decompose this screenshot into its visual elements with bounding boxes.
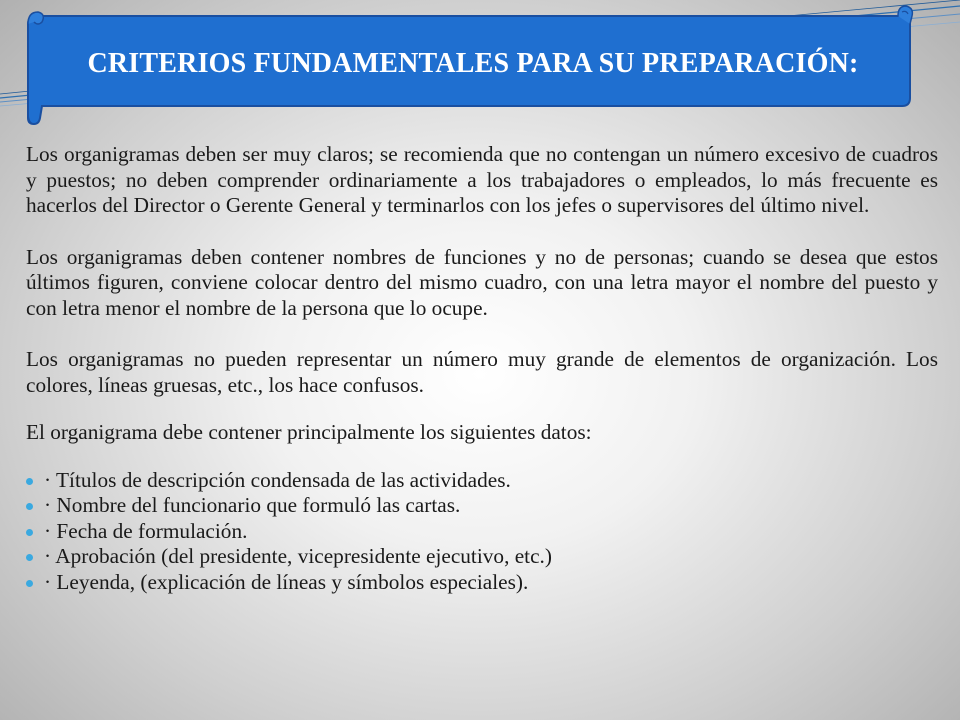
- bullet-dot-icon: [26, 478, 33, 485]
- bullet-dot-icon: [26, 503, 33, 510]
- slide-title: CRITERIOS FUNDAMENTALES PARA SU PREPARACIÓN:: [87, 48, 859, 79]
- paragraph-required-data: El organigrama debe contener principalmente los siguientes datos:: [26, 420, 592, 444]
- paragraph-functions: Los organigramas deben contener nombres de funciones y no de personas; cuando se desea que estos últimos figuren, conviene colocar dentro del mismo cuadro, con una letra mayor el nombre del puesto y con letra menor el nombre de la persona que lo ocupe.: [26, 244, 938, 320]
- bullet-dot-icon: [26, 529, 33, 536]
- list-item-text: · Fecha de formulación.: [44, 518, 248, 543]
- list-item-text: · Títulos de descripción condensada de las actividades.: [44, 467, 511, 492]
- list-item-text: · Nombre del funcionario que formuló las cartas.: [44, 493, 461, 517]
- required-data-list: [26, 468, 938, 596]
- list-item: [26, 519, 938, 545]
- list-item: [26, 544, 938, 570]
- list-item: [26, 468, 938, 494]
- list-item-text: · Leyenda, (explicación de líneas y símbolos especiales).: [44, 569, 529, 594]
- list-item-text: · Aprobación (del presidente, vicepresidente ejecutivo, etc.): [44, 544, 552, 568]
- list-item: [26, 493, 938, 519]
- list-item: [26, 570, 938, 596]
- paragraph-limits: Los organigramas no pueden representar un número muy grande de elementos de organización. Los colores, líneas gruesas, etc., los hace confusos.: [26, 347, 938, 397]
- bullet-dot-icon: [26, 580, 33, 587]
- paragraph-clarity: Los organigramas deben ser muy claros; se recomienda que no contengan un número excesivo de cuadros y puestos; no deben comprender ordinariamente a los trabajadores o empleados, lo más frecuente es hacerlos del Director o Gerente General y terminarlos con los jefes o supervisores del último nivel.: [26, 142, 938, 217]
- bullet-dot-icon: [26, 554, 33, 561]
- slide-body: [26, 142, 938, 595]
